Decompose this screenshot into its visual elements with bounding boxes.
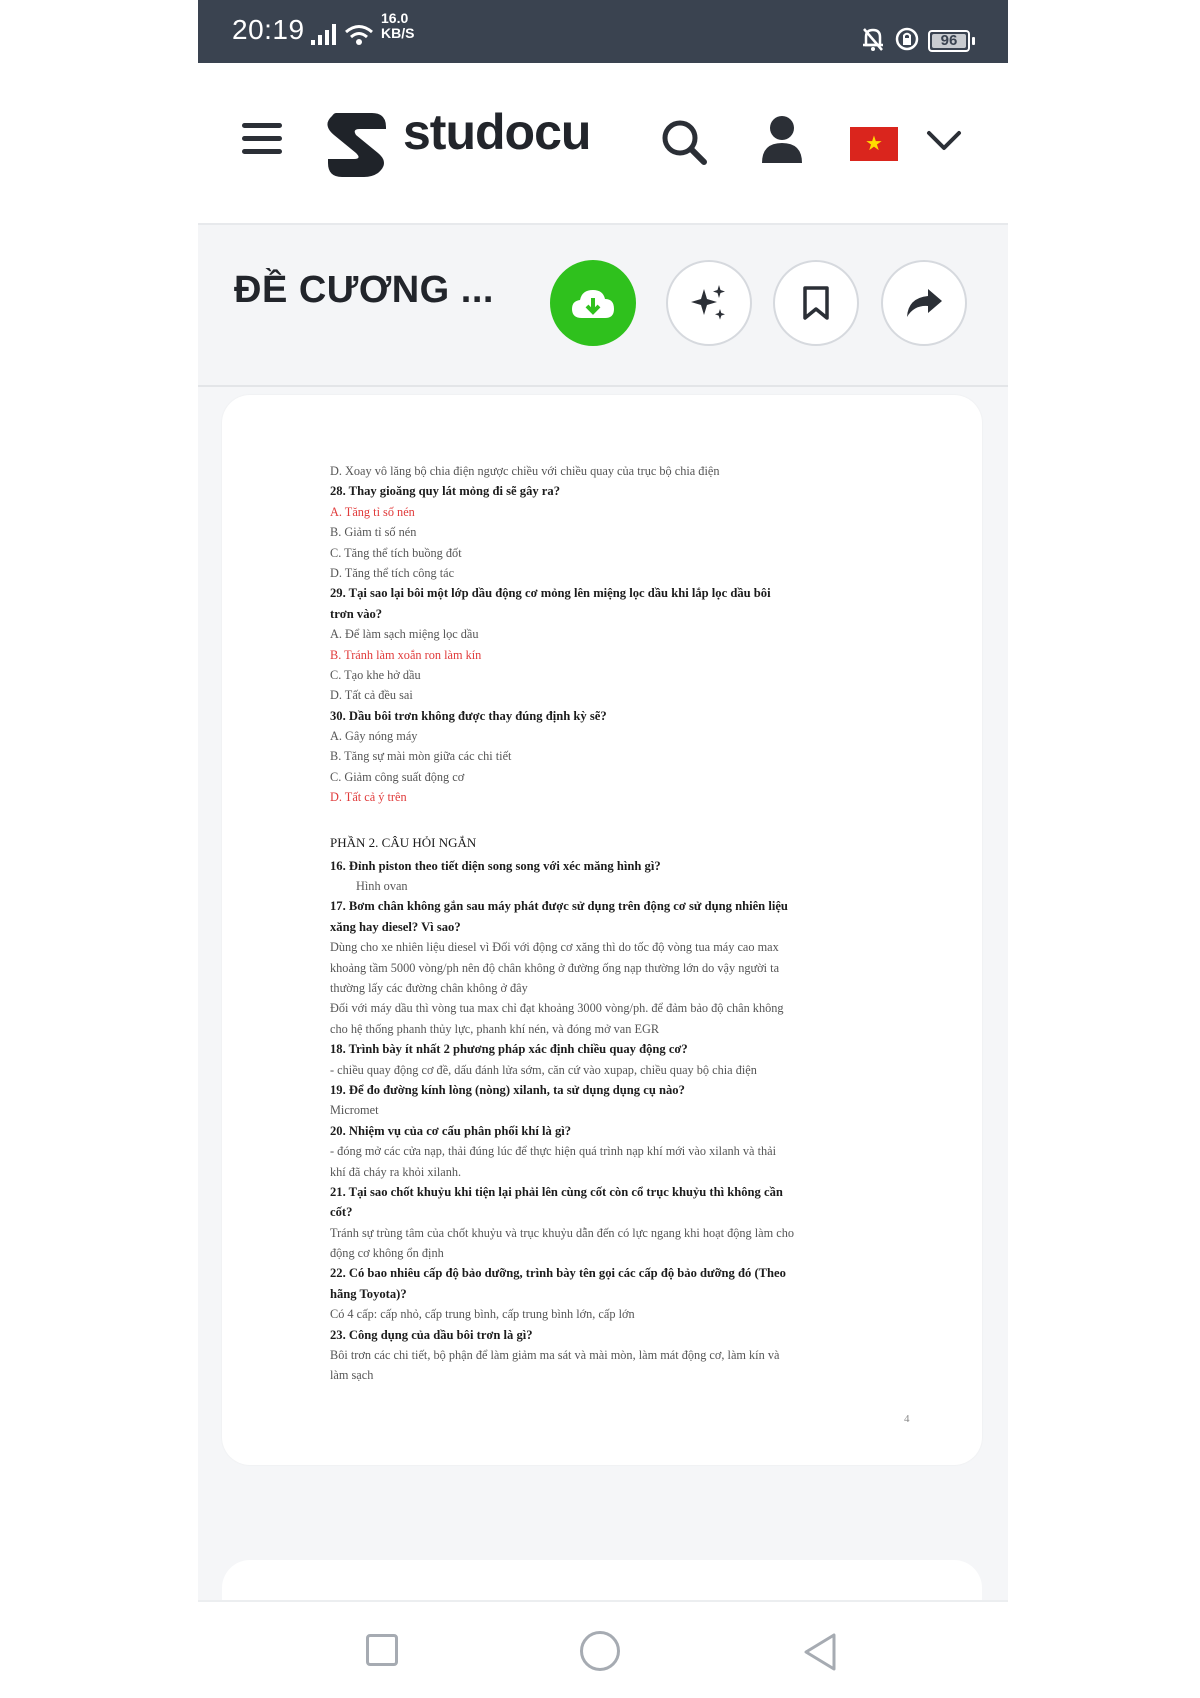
home-icon[interactable] bbox=[580, 1631, 620, 1671]
question-line: 21. Tại sao chốt khuỷu khi tiện lại phải lên cùng cốt còn cổ trục khuỷu thì không cần bbox=[330, 1184, 783, 1199]
question-line: 23. Công dụng của dầu bôi trơn là gì? bbox=[330, 1327, 533, 1342]
battery-level: 96 bbox=[940, 32, 958, 49]
network-speed-unit: KB/S bbox=[381, 25, 415, 41]
chevron-down-icon[interactable] bbox=[926, 129, 962, 153]
user-icon[interactable] bbox=[760, 115, 804, 165]
back-icon[interactable] bbox=[802, 1632, 838, 1672]
question-line: 18. Trình bày ít nhất 2 phương pháp xác định chiều quay động cơ? bbox=[330, 1042, 688, 1057]
text-line: - đóng mở các cửa nạp, thải đúng lúc để thực hiện quá trình nạp khí mới vào xilanh và thải bbox=[330, 1144, 777, 1159]
signal-icon bbox=[311, 22, 339, 46]
text-line: C. Giảm công suất động cơ bbox=[330, 769, 465, 784]
question-line: 17. Bơm chân không gắn sau máy phát được sử dụng trên động cơ sử dụng nhiên liệu bbox=[330, 899, 788, 914]
answer-line: B. Tránh làm xoắn ron làm kín bbox=[330, 647, 482, 662]
cloud-download-icon bbox=[570, 286, 616, 320]
phone-screen bbox=[198, 0, 1008, 1698]
battery-icon bbox=[928, 30, 970, 52]
text-line: A. Để làm sạch miệng lọc dầu bbox=[330, 627, 479, 642]
question-line: 16. Đỉnh piston theo tiết diện song song với xéc măng hình gì? bbox=[330, 858, 661, 873]
question-line: xăng hay diesel? Vì sao? bbox=[330, 919, 461, 934]
text-line: Dùng cho xe nhiên liệu diesel vì Đối với động cơ xăng thì do tốc độ vòng tua máy cao max bbox=[330, 940, 779, 955]
question-line: cốt? bbox=[330, 1205, 353, 1220]
section-heading: PHẦN 2. CÂU HỎI NGẮN bbox=[330, 834, 477, 850]
document-page[interactable] bbox=[222, 395, 982, 1465]
bookmark-icon bbox=[802, 285, 830, 321]
network-speed-value: 16.0 bbox=[381, 10, 409, 26]
text-line: C. Tăng thể tích buồng đốt bbox=[330, 545, 462, 560]
text-line: khí đã cháy ra khỏi xilanh. bbox=[330, 1164, 462, 1179]
answer-line: D. Tất cả ý trên bbox=[330, 790, 407, 805]
question-line: 20. Nhiệm vụ của cơ cấu phân phối khí là gì? bbox=[330, 1123, 572, 1138]
document-toolbar bbox=[198, 225, 1008, 387]
app-header bbox=[198, 63, 1008, 225]
share-icon bbox=[904, 287, 944, 319]
question-line: 28. Thay gioăng quy lát mỏng đi sẽ gây ra? bbox=[330, 484, 560, 499]
text-line: A. Gây nóng máy bbox=[330, 729, 418, 744]
question-line: 30. Dầu bôi trơn không được thay đúng định kỳ sẽ? bbox=[330, 708, 607, 723]
system-nav-bar bbox=[198, 1600, 1008, 1698]
rotation-lock-icon bbox=[894, 26, 920, 52]
text-line: B. Tăng sự mài mòn giữa các chi tiết bbox=[330, 749, 512, 764]
bookmark-button[interactable] bbox=[773, 260, 859, 346]
question-line: 19. Để đo đường kính lòng (nòng) xilanh, ta sử dụng dụng cụ nào? bbox=[330, 1082, 685, 1097]
status-time: 20:19 bbox=[232, 14, 305, 45]
text-line: B. Giảm tỉ số nén bbox=[330, 525, 417, 540]
text-line: cho hệ thống phanh thủy lực, phanh khí nén, và đóng mở van EGR bbox=[330, 1021, 660, 1036]
flag-vietnam-icon[interactable]: ★ bbox=[850, 127, 898, 161]
question-line: hãng Toyota)? bbox=[330, 1286, 407, 1301]
question-line: 29. Tại sao lại bôi một lớp dầu động cơ mỏng lên miệng lọc dầu khi lắp lọc dầu bôi bbox=[330, 586, 771, 601]
text-line: D. Xoay vô lăng bộ chia điện ngược chiều với chiều quay của trục bộ chia điện bbox=[330, 464, 720, 478]
search-icon[interactable] bbox=[660, 118, 708, 166]
recent-apps-icon[interactable] bbox=[366, 1634, 398, 1666]
bell-muted-icon bbox=[860, 26, 886, 52]
text-line: Có 4 cấp: cấp nhỏ, cấp trung bình, cấp trung bình lớn, cấp lớn bbox=[330, 1307, 635, 1322]
text-line: C. Tạo khe hở dầu bbox=[330, 667, 421, 682]
status-bar bbox=[198, 0, 1008, 63]
text-line: Tránh sự trùng tâm của chốt khuỷu và trục khuỷu dẫn đến có lực ngang khi hoạt động làm cho bbox=[330, 1225, 795, 1240]
page-number: 4 bbox=[904, 1413, 910, 1425]
share-button[interactable] bbox=[881, 260, 967, 346]
text-line: động cơ không ổn định bbox=[330, 1246, 444, 1261]
download-button[interactable] bbox=[550, 260, 636, 346]
menu-icon[interactable] bbox=[242, 123, 282, 155]
text-line: thường lấy các đường chân không ở đây bbox=[330, 980, 528, 995]
text-line: làm sạch bbox=[330, 1368, 374, 1383]
text-line: Đối với máy dầu thì vòng tua max chỉ đạt khoảng 3000 vòng/ph. để đảm bảo độ chân không bbox=[330, 1001, 784, 1016]
document-title: ĐỀ CƯƠNG ... bbox=[234, 269, 494, 311]
text-line: Hình ovan bbox=[356, 879, 408, 894]
question-line: 22. Có bao nhiêu cấp độ bảo dưỡng, trình bày tên gọi các cấp độ bảo dưỡng đó (Theo bbox=[330, 1266, 786, 1281]
ai-assistant-button[interactable] bbox=[666, 260, 752, 346]
text-line: D. Tất cả đều sai bbox=[330, 688, 413, 703]
text-line: Bôi trơn các chi tiết, bộ phận để làm giảm ma sát và mài mòn, làm mát động cơ, làm kín và bbox=[330, 1348, 780, 1363]
answer-line: A. Tăng tỉ số nén bbox=[330, 504, 415, 519]
ai-sparkle-icon bbox=[689, 283, 729, 323]
studocu-logo-icon[interactable] bbox=[320, 107, 392, 179]
text-line: khoảng tầm 5000 vòng/ph nên độ chân không ở đường ống nạp thường lớn do vậy người ta bbox=[330, 960, 780, 975]
text-line: Micromet bbox=[330, 1103, 379, 1118]
studocu-logo-text[interactable]: studocu bbox=[403, 104, 591, 160]
wifi-icon bbox=[344, 24, 374, 46]
text-line: - chiều quay động cơ đề, dấu đánh lửa sớm, căn cứ vào xupap, chiều quay bộ chia điện bbox=[330, 1062, 757, 1077]
question-line: trơn vào? bbox=[330, 606, 383, 621]
document-text bbox=[330, 461, 890, 1386]
text-line: D. Tăng thể tích công tác bbox=[330, 565, 455, 580]
network-speed bbox=[381, 11, 414, 41]
